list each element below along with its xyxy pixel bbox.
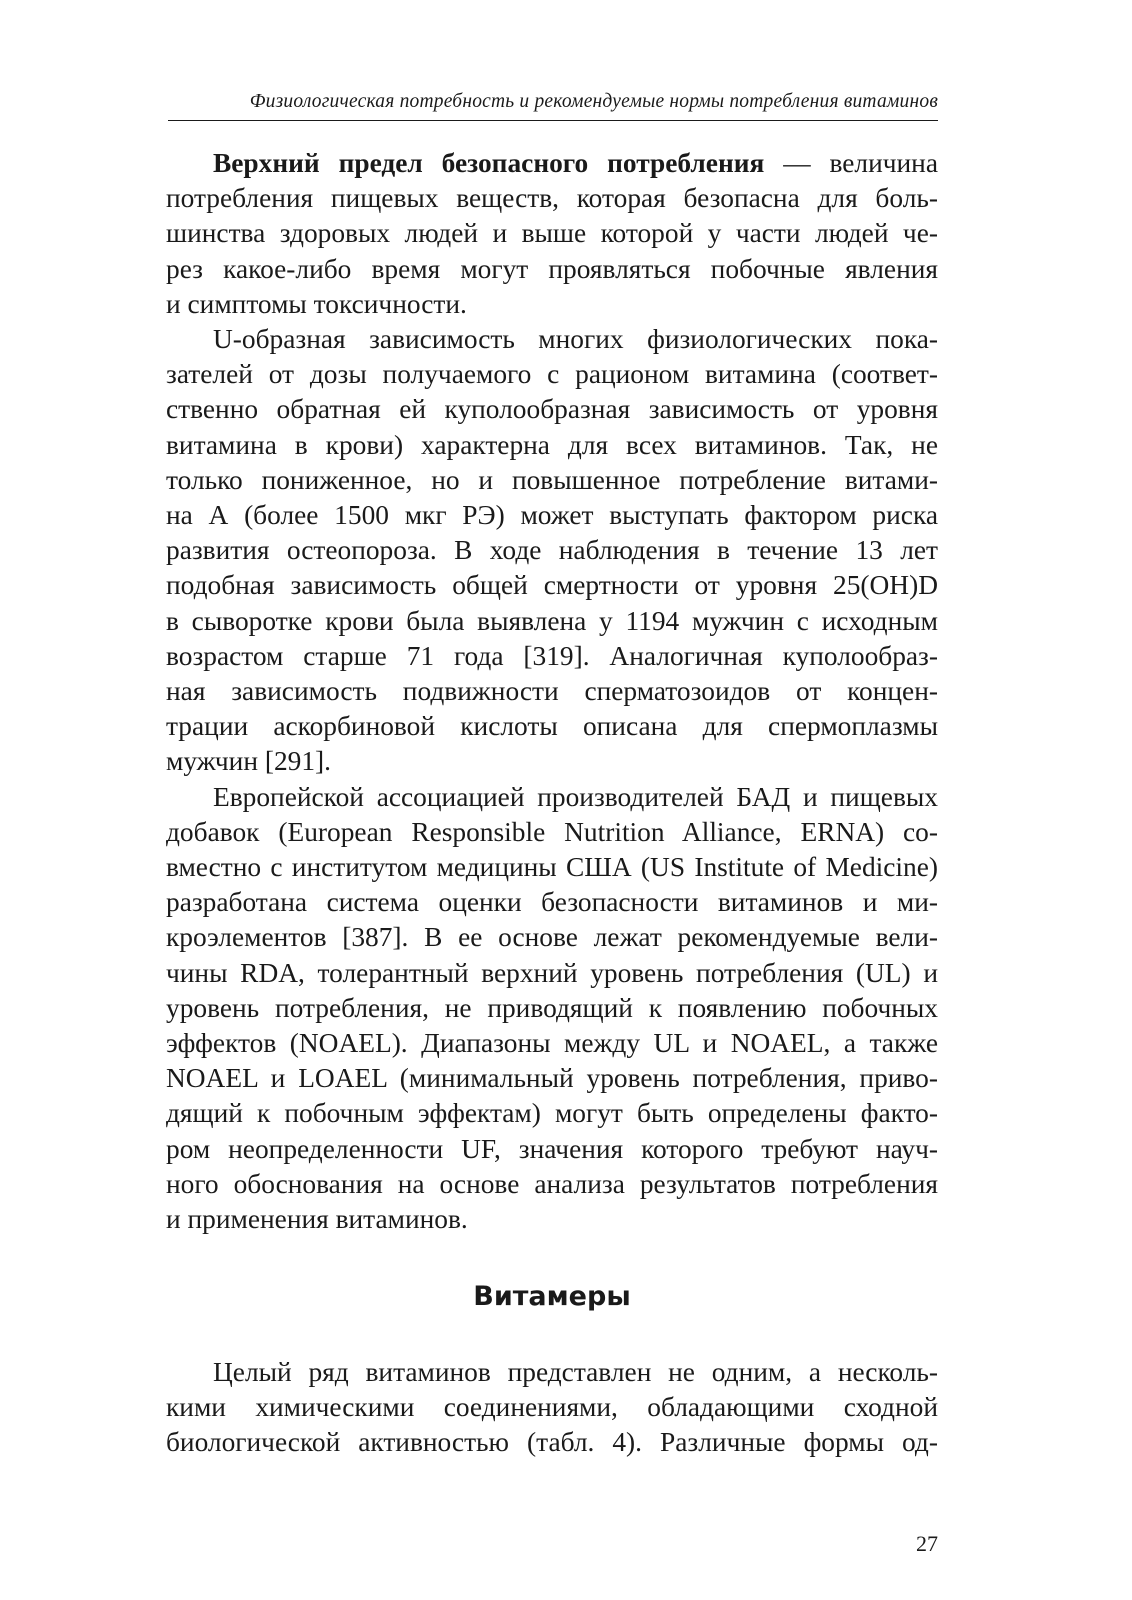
text-line: шинства здоровых людей и выше которой у части людей че- — [166, 218, 938, 249]
text-line: ственно обратная ей куполообразная зависимость от уровня — [166, 394, 938, 425]
text-line: добавок (European Responsible Nutrition Alliance, ERNA) со- — [166, 816, 938, 847]
text-line: Европейской ассоциацией производителей БАД и пищевых — [213, 781, 938, 812]
paragraph-u-shaped-dependence — [166, 322, 938, 780]
main-text — [166, 146, 938, 1237]
paragraph-safety-assessment — [166, 780, 938, 1238]
text-line: биологической активностью (табл. 4). Различные формы од- — [166, 1427, 938, 1458]
text-line: потребления пищевых веществ, которая безопасна для боль- — [166, 183, 938, 214]
text-fragment: — величина — [764, 148, 938, 178]
text-line: мужчин [291]. — [166, 746, 332, 777]
text-line: разработана система оценки безопасности витаминов и ми- — [166, 887, 938, 918]
text-line: ного обоснования на основе анализа результатов потребления — [166, 1168, 938, 1199]
text-line: в сыворотке крови была выявлена у 1194 мужчин с исходным — [166, 605, 938, 636]
paragraph-upper-limit — [166, 146, 938, 322]
text-line: кими химическими соединениями, обладающими сходной — [166, 1392, 938, 1423]
text-line: и симптомы токсичности. — [166, 288, 467, 319]
paragraph-vitamers — [166, 1355, 938, 1461]
text-line: и применения витаминов. — [166, 1204, 468, 1235]
text-line: на А (более 1500 мкг РЭ) может выступать фактором риска — [166, 500, 938, 531]
text-line: ная зависимость подвижности сперматозоидов от концен- — [166, 676, 938, 707]
text-line: уровень потребления, не приводящий к появлению побочных — [166, 992, 938, 1023]
text-line: кроэлементов [387]. В ее основе лежат рекомендуемые вели- — [166, 922, 938, 953]
text-line: чины RDA, толерантный верхний уровень потребления (UL) и — [166, 957, 938, 988]
text-line: трации аскорбиновой кислоты описана для спермоплазмы — [166, 711, 938, 742]
text-line: витамина в крови) характерна для всех витаминов. Так, не — [166, 429, 938, 460]
text-line: рез какое-либо время могут проявляться побочные явления — [166, 253, 938, 284]
defined-term: Верхний предел безопасного потребления — [213, 148, 765, 178]
page-number: 27 — [916, 1531, 938, 1556]
header-rule — [168, 120, 938, 121]
text-line: зателей от дозы получаемого с рационом витамина (соответ- — [166, 359, 938, 390]
section-heading: Витамеры — [473, 1281, 631, 1312]
text-line: вместно с институтом медицины США (US Institute of Medicine) — [166, 852, 938, 883]
text-line: дящий к побочным эффектам) могут быть определены факто- — [166, 1098, 938, 1129]
text-line: возрастом старше 71 года [319]. Аналогичная куполообраз- — [166, 640, 938, 671]
text-line: эффектов (NOAEL). Диапазоны между UL и NOAEL, а также — [166, 1028, 938, 1059]
text-line: ром неопределенности UF, значения которого требуют науч- — [166, 1133, 938, 1164]
text-line: U-образная зависимость многих физиологических пока- — [213, 324, 938, 355]
text-line: только пониженное, но и повышенное потребление витами- — [166, 464, 938, 495]
text-line: NOAEL и LOAEL (минимальный уровень потребления, приво- — [166, 1063, 938, 1094]
text-line: подобная зависимость общей смертности от уровня 25(OH)D — [166, 570, 938, 601]
text-line: Целый ряд витаминов представлен не одним, а несколь- — [213, 1357, 938, 1387]
running-header: Физиологическая потребность и рекомендуемые нормы потребления витаминов — [249, 91, 938, 112]
text-line: развития остеопороза. В ходе наблюдения в течение 13 лет — [166, 535, 938, 566]
text-line — [166, 146, 938, 181]
section-text — [166, 1355, 938, 1461]
